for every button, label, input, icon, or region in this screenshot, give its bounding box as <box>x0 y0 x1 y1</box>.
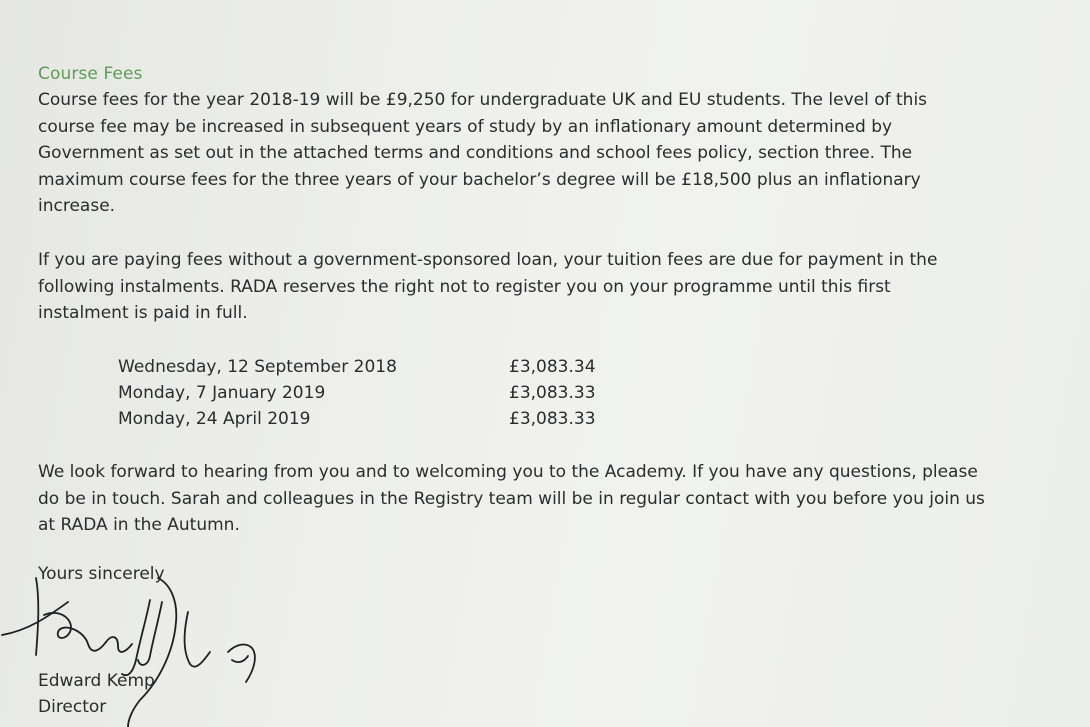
instalment-date: Wednesday, 12 September 2018 <box>118 357 397 377</box>
instalment-date: Monday, 24 April 2019 <box>118 409 311 429</box>
instalment-schedule <box>118 354 618 432</box>
instalment-row <box>118 406 618 432</box>
instalments-paragraph: If you are paying fees without a government-sponsored loan, your tuition fees are due for payment in the following instalments. RADA reserves the right not to register you on your programme until this first instalment is paid in full. <box>38 250 938 323</box>
instalment-row <box>118 354 618 380</box>
signatory-name: Edward Kemp <box>38 671 155 691</box>
signatory-title: Director <box>38 697 107 717</box>
instalment-amount: £3,083.34 <box>509 357 596 377</box>
instalment-amount: £3,083.33 <box>509 383 596 403</box>
closing-line: Yours sincerely <box>38 564 165 584</box>
section-heading: Course Fees <box>38 64 143 84</box>
instalment-row <box>118 380 618 406</box>
instalment-date: Monday, 7 January 2019 <box>118 383 326 403</box>
course-fees-paragraph: Course fees for the year 2018-19 will be £9,250 for undergraduate UK and EU students. The level of this course fee may be increased in subsequent years of study by an inflationary amount determined by Government as set out in the attached terms and conditions and school fees policy, section three. The maximum course fees for the three years of your bachelor’s degree will be £18,500 plus an inflationary increase. <box>38 90 928 216</box>
closing-paragraph: We look forward to hearing from you and to welcoming you to the Academy. If you have any questions, please do be in touch. Sarah and colleagues in the Registry team will be in regular contact with you before you join us at RADA in the Autumn. <box>38 462 985 535</box>
instalment-amount: £3,083.33 <box>509 409 596 429</box>
